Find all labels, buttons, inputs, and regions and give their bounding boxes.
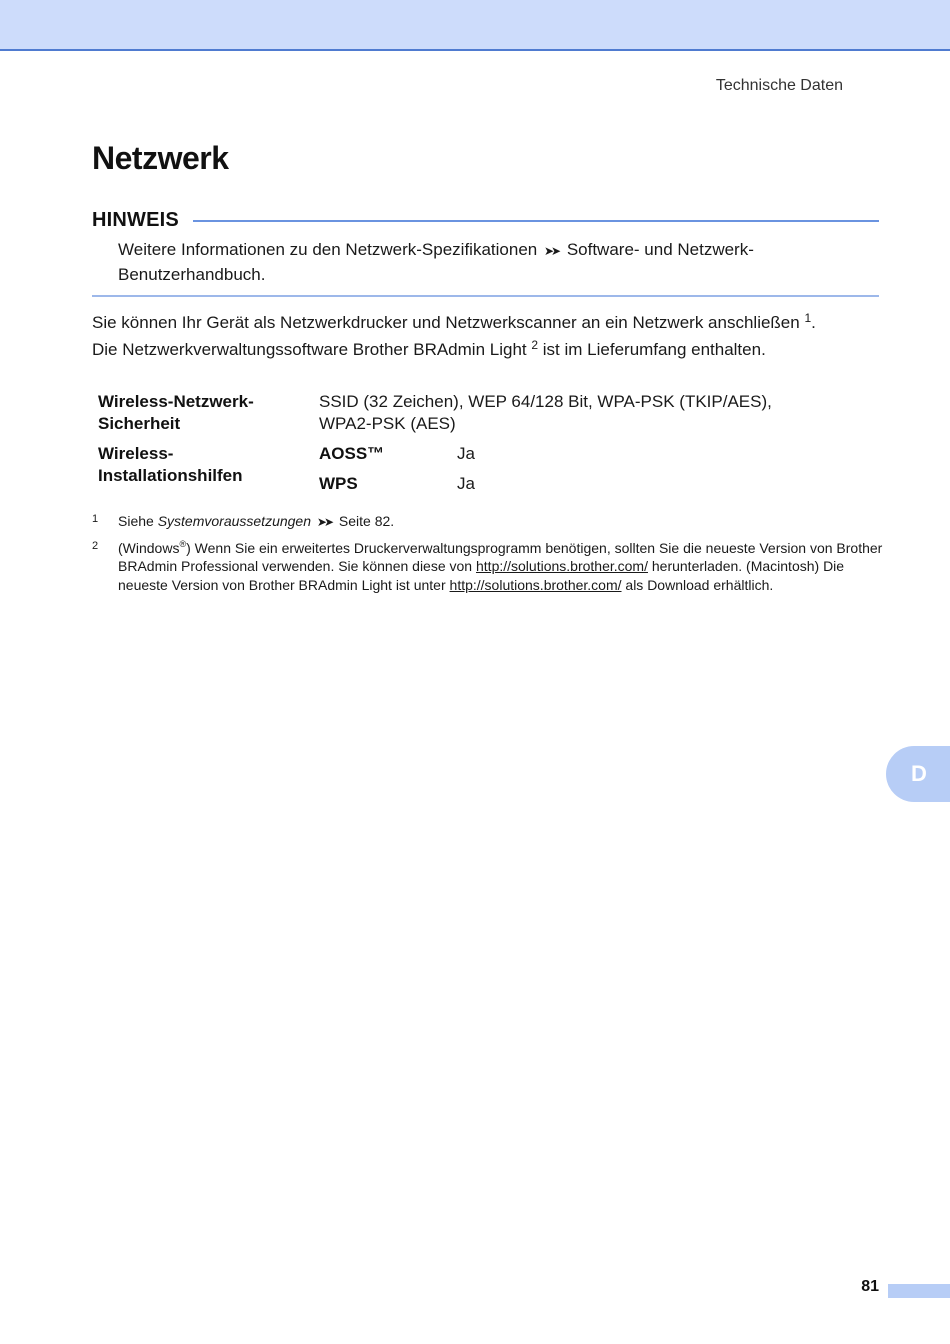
footnote-2 (92, 539, 892, 595)
note-text-after: Software- und Netzwerk-Benutzerhandbuch. (118, 240, 754, 284)
setup-item-name: AOSS™ (319, 444, 385, 463)
table-row-setup (98, 443, 858, 503)
setup-label-line-2: Installationshilfen (98, 466, 243, 485)
running-header-title: Technische Daten (715, 77, 843, 94)
setup-item-value: Ja (457, 474, 475, 493)
solutions-link-2[interactable]: http://solutions.brother.com/ (449, 576, 622, 593)
registered-mark: ® (179, 538, 187, 549)
intro-line-1-text: Sie können Ihr Gerät als Netzwerkdrucker und Netzwerkscanner an ein Netzwerk anschließen (92, 313, 800, 332)
double-arrow-icon: ➤➤ (543, 244, 559, 258)
security-value-line-1: SSID (32 Zeichen), WEP 64/128 Bit, WPA-PSK (TKIP/AES), (319, 392, 772, 411)
security-label-line-2: Sicherheit (98, 414, 181, 433)
intro-line-1-end: . (811, 313, 816, 332)
security-value (319, 389, 858, 443)
intro-line-1 (92, 309, 892, 336)
footnote-2-windows: (Windows (118, 539, 180, 556)
footnote-1 (92, 512, 892, 532)
solutions-link-1[interactable]: http://solutions.brother.com/ (476, 558, 648, 574)
setup-value (319, 443, 858, 503)
intro-line-2 (92, 336, 892, 363)
note-text (118, 238, 879, 286)
footnote-number: 1 (92, 513, 99, 525)
note-rule (193, 220, 879, 222)
note-bottom-rule (92, 295, 879, 297)
footnote-1-before: Siehe (118, 513, 154, 529)
footnotes (92, 512, 892, 601)
footnote-ref-1[interactable]: 1 (804, 311, 812, 325)
footnote-1-page: Seite 82. (338, 513, 395, 529)
footnote-text (118, 539, 892, 595)
intro-line-2-after: ist im Lieferumfang enthalten. (542, 340, 766, 359)
footnote-2-part-3: als Download erhältlich. (625, 576, 774, 593)
security-label (98, 389, 319, 443)
intro-line-2-text: Die Netzwerkverwaltungssoftware Brother BRAdmin Light (92, 340, 527, 359)
footnote-1-reference: Systemvoraussetzungen (157, 513, 312, 529)
footnote-2-part-2: herunterladen. (Macintosh) Die neueste Version von Brother BRAdmin Light ist unter (118, 558, 845, 593)
note-label: HINWEIS (92, 208, 179, 231)
setup-item-wps (319, 473, 858, 503)
page-number: 81 (861, 1278, 879, 1295)
network-spec-table (98, 389, 858, 503)
setup-label (98, 443, 319, 503)
chapter-tab: D (886, 746, 950, 802)
page-title: Netzwerk (92, 140, 229, 176)
note-box (92, 206, 879, 297)
intro-paragraph (92, 309, 892, 363)
setup-item-aoss (319, 443, 858, 473)
note-header (92, 206, 879, 234)
note-text-before: Weitere Informationen zu den Netzwerk-Spezifikationen (118, 240, 538, 259)
security-label-line-1: Wireless-Netzwerk- (98, 392, 254, 411)
security-value-line-2: WPA2-PSK (AES) (319, 414, 456, 433)
footnote-text (118, 512, 892, 532)
table-row-security (98, 389, 858, 443)
setup-item-name: WPS (319, 474, 358, 493)
page-number-tab (888, 1284, 950, 1298)
footnote-number: 2 (92, 539, 99, 552)
double-arrow-icon: ➤➤ (316, 515, 332, 529)
top-header-band (0, 0, 950, 51)
setup-label-line-1: Wireless- (98, 444, 174, 463)
setup-item-value: Ja (457, 444, 475, 463)
footnote-ref-2[interactable]: 2 (531, 338, 539, 352)
footnote-2-part-1: ) Wenn Sie ein erweitertes Druckerverwaltungsprogramm benötigen, sollten Sie die neueste Version von Brother BRAdmin Professional verwenden. Sie können diese von (118, 539, 883, 574)
